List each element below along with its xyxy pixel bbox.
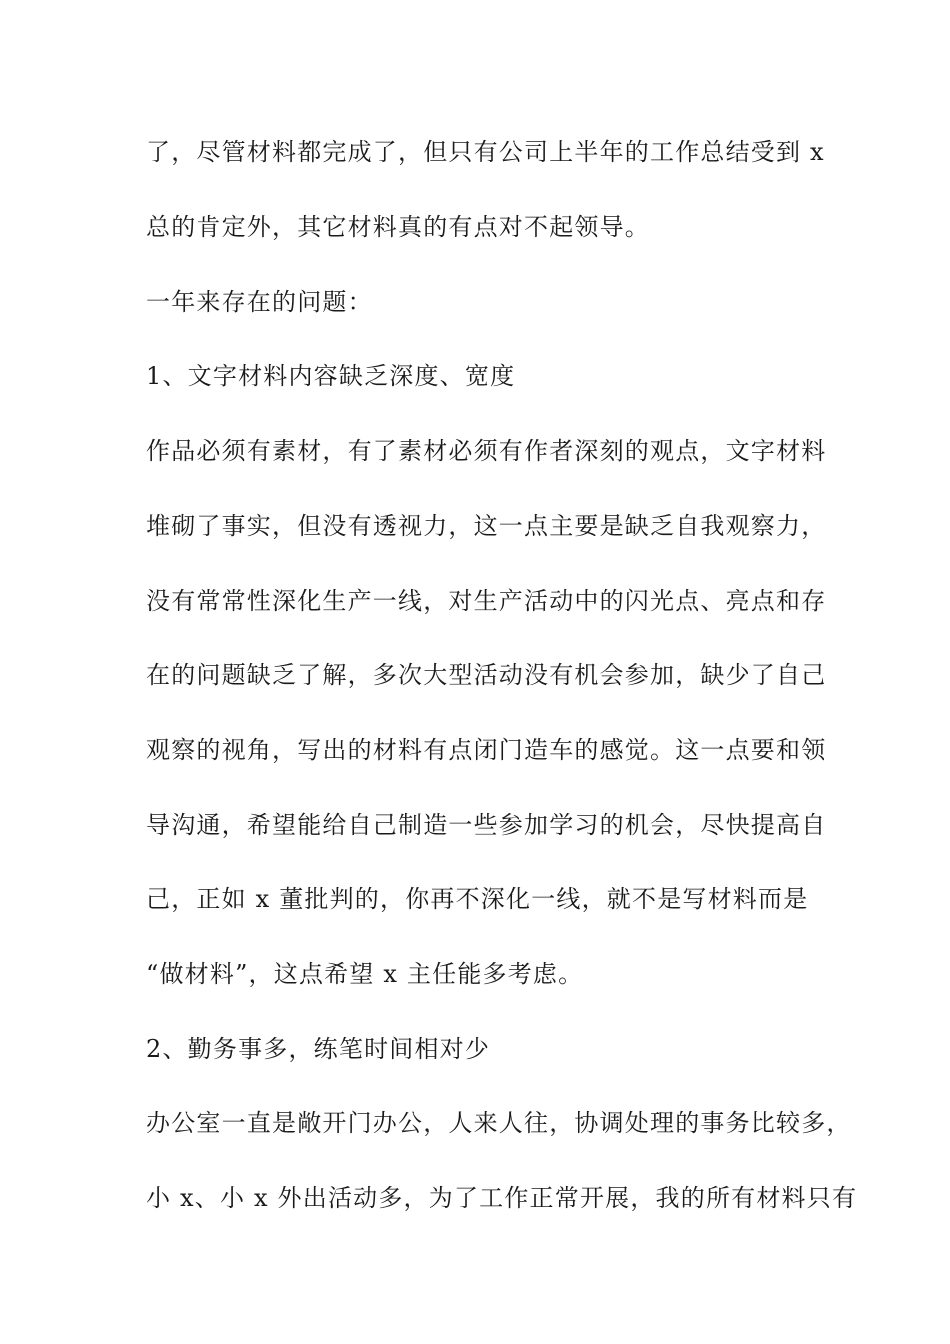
text-line: 总的肯定外，其它材料真的有点对不起领导。 <box>146 213 650 241</box>
text-line: 观察的视角，写出的材料有点闭门造车的感觉。这一点要和领 <box>146 736 827 764</box>
text-line: 了，尽管材料都完成了，但只有公司上半年的工作总结受到 x <box>146 138 825 166</box>
text-line: 作品必须有素材，有了素材必须有作者深刻的观点，文字材料 <box>146 437 827 465</box>
text-line: 导沟通，希望能给自己制造一些参加学习的机会，尽快提高自 <box>146 811 827 839</box>
text-line: 小 x、小 x 外出活动多，为了工作正常开展，我的所有材料只有 <box>146 1184 858 1212</box>
section-heading: 1、文字材料内容缺乏深度、宽度 <box>146 362 516 390</box>
text-line: 己，正如 x 董批判的，你再不深化一线，就不是写材料而是 <box>146 885 809 913</box>
text-line: 没有常常性深化生产一线，对生产活动中的闪光点、亮点和存 <box>146 587 827 615</box>
text-line: “做材料”，这点希望 x 主任能多考虑。 <box>146 960 584 988</box>
section-heading: 2、勤务事多，练笔时间相对少 <box>146 1035 491 1063</box>
text-line: 堆砌了事实，但没有透视力，这一点主要是缺乏自我观察力， <box>146 512 827 540</box>
text-line: 在的问题缺乏了解，多次大型活动没有机会参加，缺少了自己 <box>146 661 827 689</box>
text-line: 一年来存在的问题： <box>146 288 373 316</box>
text-line: 办公室一直是敞开门办公，人来人往，协调处理的事务比较多， <box>146 1109 852 1137</box>
